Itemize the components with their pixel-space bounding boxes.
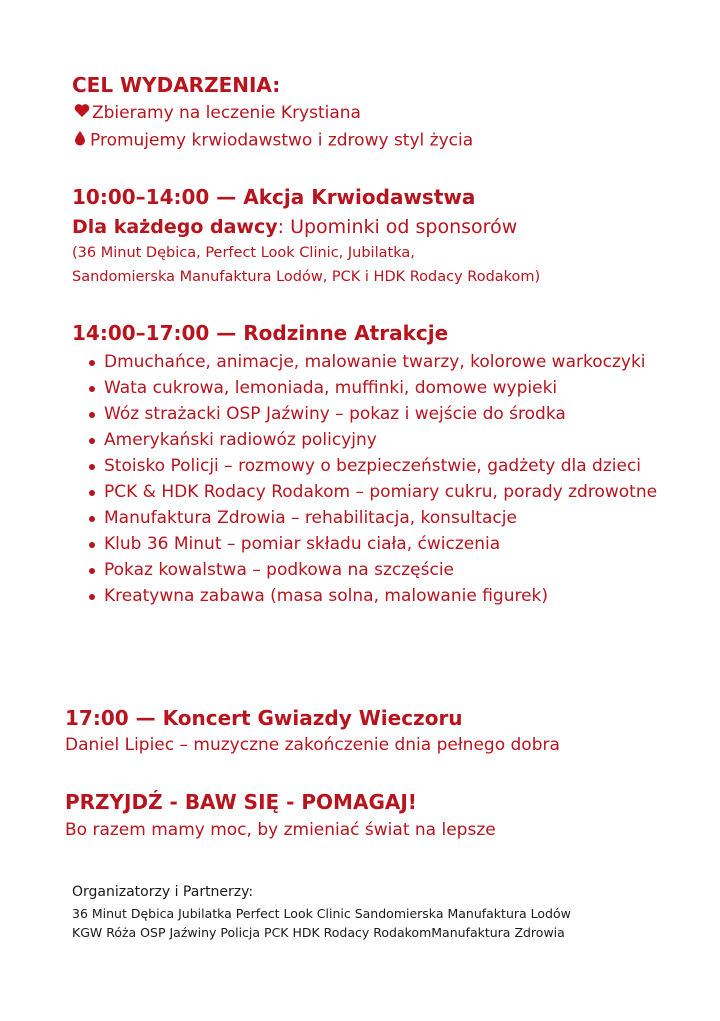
donor-label: Dla każdego dawcy (72, 216, 278, 238)
blood-drop-icon (74, 130, 86, 151)
goal-item-text: Zbieramy na leczenie Krystiana (92, 103, 361, 123)
heart-icon (74, 103, 90, 123)
goal-title: CEL WYDARZENIA: (72, 73, 281, 97)
family-attractions-title: 14:00–17:00 — Rodzinne Atrakcje (72, 321, 449, 345)
list-item: Amerykański radiowóz policyjny (86, 427, 666, 453)
sponsors-line-1: (36 Minut Dębica, Perfect Look Clinic, Jubilatka, (72, 245, 415, 261)
list-item: PCK & HDK Rodacy Rodakom – pomiary cukru, porady zdrowotne (86, 479, 666, 505)
attractions-list (86, 349, 666, 609)
organizers-line-2: KGW Róża OSP Jaźwiny Policja PCK HDK Rodacy RodakomManufaktura Zdrowia (72, 925, 565, 940)
donor-gift-line (72, 216, 517, 238)
concert-description: Daniel Lipiec – muzyczne zakończenie dnia pełnego dobra (65, 735, 560, 755)
list-item: Manufaktura Zdrowia – rehabilitacja, konsultacje (86, 505, 666, 531)
donor-text: : Upominki od sponsorów (277, 216, 518, 238)
list-item: Stoisko Policji – rozmowy o bezpieczeństwie, gadżety dla dzieci (86, 453, 666, 479)
goal-item-text: Promujemy krwiodawstwo i zdrowy styl życia (90, 130, 474, 151)
blood-drive-title: 10:00–14:00 — Akcja Krwiodawstwa (72, 185, 476, 209)
concert-title: 17:00 — Koncert Gwiazdy Wieczoru (65, 706, 463, 730)
list-item: Pokaz kowalstwa – podkowa na szczęście (86, 557, 666, 583)
list-item: Wóz strażacki OSP Jaźwiny – pokaz i wejście do środka (86, 401, 666, 427)
goal-item-blood-donation (74, 130, 473, 151)
sponsors-line-2: Sandomierska Manufaktura Lodów, PCK i HDK Rodacy Rodakom) (72, 269, 541, 285)
organizers-title: Organizatorzy i Partnerzy: (72, 884, 254, 900)
organizers-line-1: 36 Minut Dębica Jubilatka Perfect Look Clinic Sandomierska Manufaktura Lodów (72, 906, 571, 921)
list-item: Dmuchańce, animacje, malowanie twarzy, kolorowe warkoczyki (86, 349, 666, 375)
goal-item-treatment (74, 103, 361, 123)
list-item: Wata cukrowa, lemoniada, muffinki, domowe wypieki (86, 375, 666, 401)
list-item: Kreatywna zabawa (masa solna, malowanie figurek) (86, 583, 666, 609)
list-item: Klub 36 Minut – pomiar składu ciała, ćwiczenia (86, 531, 666, 557)
slogan-text: Bo razem mamy moc, by zmieniać świat na lepsze (65, 820, 496, 840)
slogan-title: PRZYJDŹ - BAW SIĘ - POMAGAJ! (65, 790, 417, 814)
